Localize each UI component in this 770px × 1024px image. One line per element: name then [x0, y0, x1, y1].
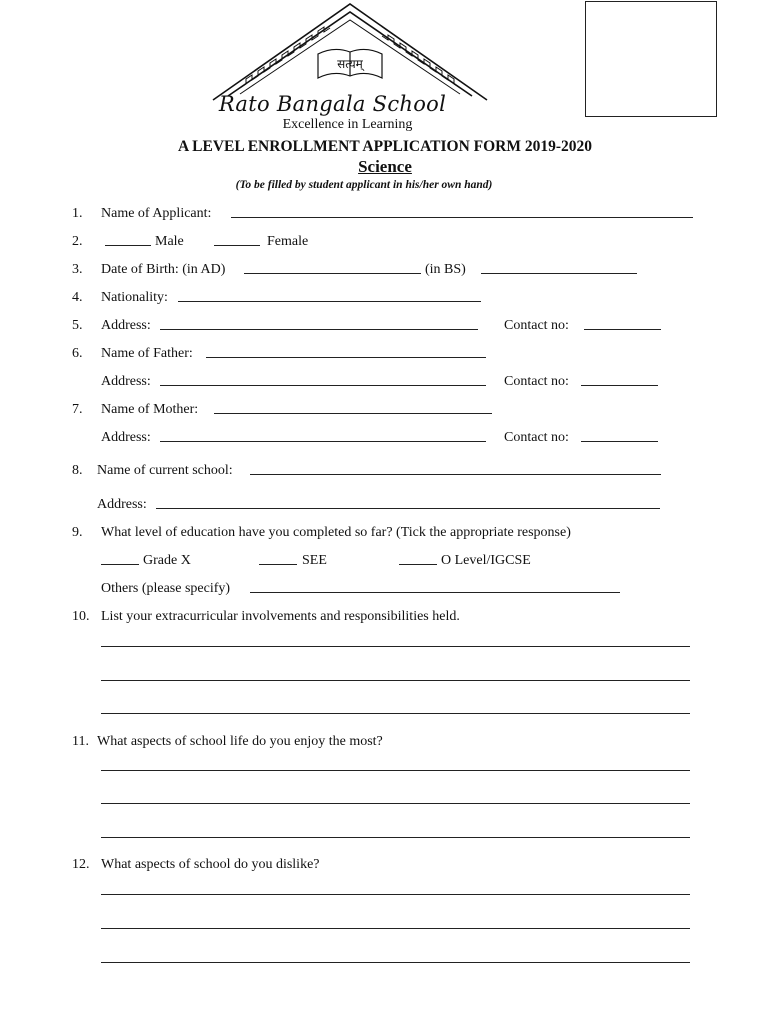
see-label: SEE	[302, 553, 327, 568]
mother-address-field[interactable]	[160, 441, 486, 442]
q11-number: 11.	[72, 734, 89, 749]
q5-number: 5.	[72, 318, 83, 333]
answer-line[interactable]	[101, 837, 690, 838]
father-name-field[interactable]	[206, 357, 486, 358]
q10-label: List your extracurricular involvements and responsibilities held.	[101, 609, 460, 624]
contact-field[interactable]	[584, 329, 661, 330]
q6-number: 6.	[72, 346, 83, 361]
school-address-label: Address:	[97, 497, 147, 512]
q2-number: 2.	[72, 234, 83, 249]
dob-bs-field[interactable]	[481, 273, 637, 274]
answer-line[interactable]	[101, 646, 690, 647]
father-address-label: Address:	[101, 374, 151, 389]
others-field[interactable]	[250, 592, 620, 593]
grade-x-label: Grade X	[143, 553, 191, 568]
dob-bs-label: (in BS)	[425, 262, 466, 277]
nationality-field[interactable]	[178, 301, 481, 302]
answer-line[interactable]	[101, 962, 690, 963]
dob-ad-field[interactable]	[244, 273, 421, 274]
father-contact-field[interactable]	[581, 385, 658, 386]
form-instruction: (To be filled by student applicant in his/her own hand)	[235, 179, 493, 191]
q9-number: 9.	[72, 525, 83, 540]
q11-label: What aspects of school life do you enjoy the most?	[97, 734, 383, 749]
q1-number: 1.	[72, 206, 83, 221]
answer-line[interactable]	[101, 680, 690, 681]
q4-number: 4.	[72, 290, 83, 305]
answer-line[interactable]	[101, 803, 690, 804]
mother-contact-field[interactable]	[581, 441, 658, 442]
q6-label: Name of Father:	[101, 346, 193, 361]
female-tick-field[interactable]	[214, 245, 260, 246]
answer-line[interactable]	[101, 770, 690, 771]
school-motto: Excellence in Learning	[282, 117, 413, 132]
q3-number: 3.	[72, 262, 83, 277]
school-address-field[interactable]	[156, 508, 660, 509]
mother-name-field[interactable]	[214, 413, 492, 414]
school-name: Rato Bangala School	[218, 92, 447, 116]
see-tick-field[interactable]	[259, 564, 297, 565]
female-label: Female	[267, 234, 309, 249]
q9-label: What level of education have you completed so far? (Tick the appropriate response)	[101, 525, 571, 540]
q1-label: Name of Applicant:	[101, 206, 212, 221]
grade-x-tick-field[interactable]	[101, 564, 139, 565]
applicant-name-field[interactable]	[231, 217, 693, 218]
o-level-tick-field[interactable]	[399, 564, 437, 565]
q4-label: Nationality:	[101, 290, 168, 305]
others-label: Others (please specify)	[101, 581, 231, 596]
form-title: A LEVEL ENROLLMENT APPLICATION FORM 2019-2020	[177, 138, 593, 155]
mother-contact-label: Contact no:	[504, 430, 569, 445]
q10-number: 10.	[72, 609, 90, 624]
q7-number: 7.	[72, 402, 83, 417]
q3-label: Date of Birth: (in AD)	[101, 262, 226, 277]
answer-line[interactable]	[101, 713, 690, 714]
address-field[interactable]	[160, 329, 478, 330]
stream-title: Science	[358, 157, 412, 176]
q12-label: What aspects of school do you dislike?	[101, 857, 320, 872]
devanagari-motto: सत्यम्	[337, 57, 363, 71]
male-label: Male	[155, 234, 184, 249]
answer-line[interactable]	[101, 894, 690, 895]
o-level-label: O Level/IGCSE	[441, 553, 531, 568]
current-school-field[interactable]	[250, 474, 661, 475]
contact-label: Contact no:	[504, 318, 569, 333]
q12-number: 12.	[72, 857, 90, 872]
father-contact-label: Contact no:	[504, 374, 569, 389]
mother-address-label: Address:	[101, 430, 151, 445]
male-tick-field[interactable]	[105, 245, 151, 246]
answer-line[interactable]	[101, 928, 690, 929]
q7-label: Name of Mother:	[101, 402, 199, 417]
father-address-field[interactable]	[160, 385, 486, 386]
q5-label: Address:	[101, 318, 151, 333]
q8-label: Name of current school:	[97, 463, 233, 478]
q8-number: 8.	[72, 463, 83, 478]
